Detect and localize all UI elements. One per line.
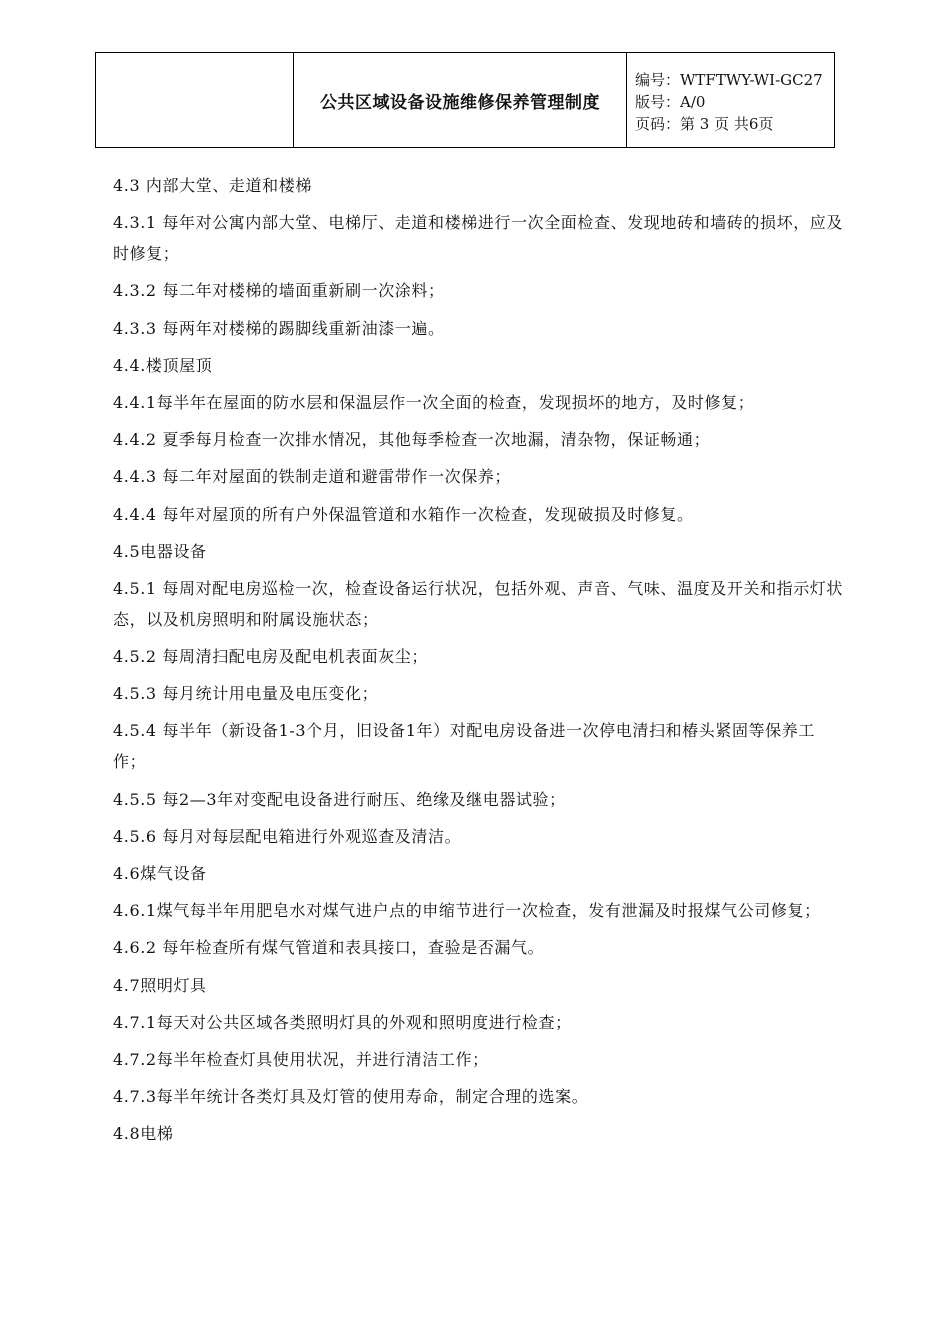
document-meta [627,53,834,147]
paragraph: 4.3.3 每两年对楼梯的踢脚线重新油漆一遍。 [113,318,445,338]
paragraph: 4.4.2 夏季每月检查一次排水情况，其他每季检查一次地漏，清杂物，保证畅通； [113,430,711,450]
document-header [95,52,835,148]
document-body [113,170,845,1156]
paragraph: 4.4.3 每二年对屋面的铁制走道和避雷带作一次保养； [113,467,511,487]
paragraph: 4.5.5 每2—3年对变配电设备进行耐压、绝缘及继电器试验； [113,789,566,809]
paragraph: 4.3.2 每二年对楼梯的墙面重新刷一次涂料； [113,281,445,301]
section-heading: 4.6煤气设备 [113,864,207,883]
section-heading: 4.7照明灯具 [113,975,207,995]
page-number: 页码：第 3 页 共6页 [635,115,774,133]
section-heading: 4.4.楼顶屋顶 [113,355,213,375]
paragraph: 4.5.3 每月统计用电量及电压变化； [113,684,379,704]
paragraph: 4.5.6 每月对每层配电箱进行外观巡查及清洁。 [113,826,462,846]
paragraph: 4.4.1每半年在屋面的防水层和保温层作一次全面的检查，发现损坏的地方，及时修复； [113,392,755,412]
section-heading: 4.3 内部大堂、走道和楼梯 [113,176,312,195]
section-heading: 4.5电器设备 [113,541,207,561]
paragraph: 4.5.4 每半年（新设备1-3个月，旧设备1年）对配电房设备进一次停电清扫和椿头紧固等保养工作； [113,721,815,772]
paragraph: 4.7.3每半年统计各类灯具及灯管的使用寿命，制定合理的选案。 [113,1087,589,1107]
section-heading: 4.8电梯 [113,1124,174,1144]
paragraph: 4.7.2每半年检查灯具使用状况，并进行清洁工作； [113,1049,489,1069]
paragraph: 4.4.4 每年对屋顶的所有户外保温管道和水箱作一次检查，发现破损及时修复。 [113,504,694,524]
document-title: 公共区域设备设施维修保养管理制度 [294,53,627,147]
paragraph: 4.6.2 每年检查所有煤气管道和表具接口，查验是否漏气。 [113,938,545,958]
document-code: 编号：WTFTWY-WI-GC27 [635,71,823,89]
paragraph: 4.5.2 每周清扫配电房及配电机表面灰尘； [113,647,428,667]
paragraph: 4.6.1煤气每半年用肥皂水对煤气进户点的申缩节进行一次检查，发有泄漏及时报煤气公司修复； [113,901,821,921]
logo-cell [96,53,294,147]
paragraph: 4.7.1每天对公共区域各类照明灯具的外观和照明度进行检查； [113,1012,572,1032]
paragraph: 4.5.1 每周对配电房巡检一次，检查设备运行状况，包括外观、声音、气味、温度及开关和指示灯状态，以及机房照明和附属设施状态； [113,578,843,629]
paragraph: 4.3.1 每年对公寓内部大堂、电梯厅、走道和楼梯进行一次全面检查、发现地砖和墙砖的损坏，应及时修复； [113,213,843,264]
document-version: 版号：A/0 [635,93,706,111]
